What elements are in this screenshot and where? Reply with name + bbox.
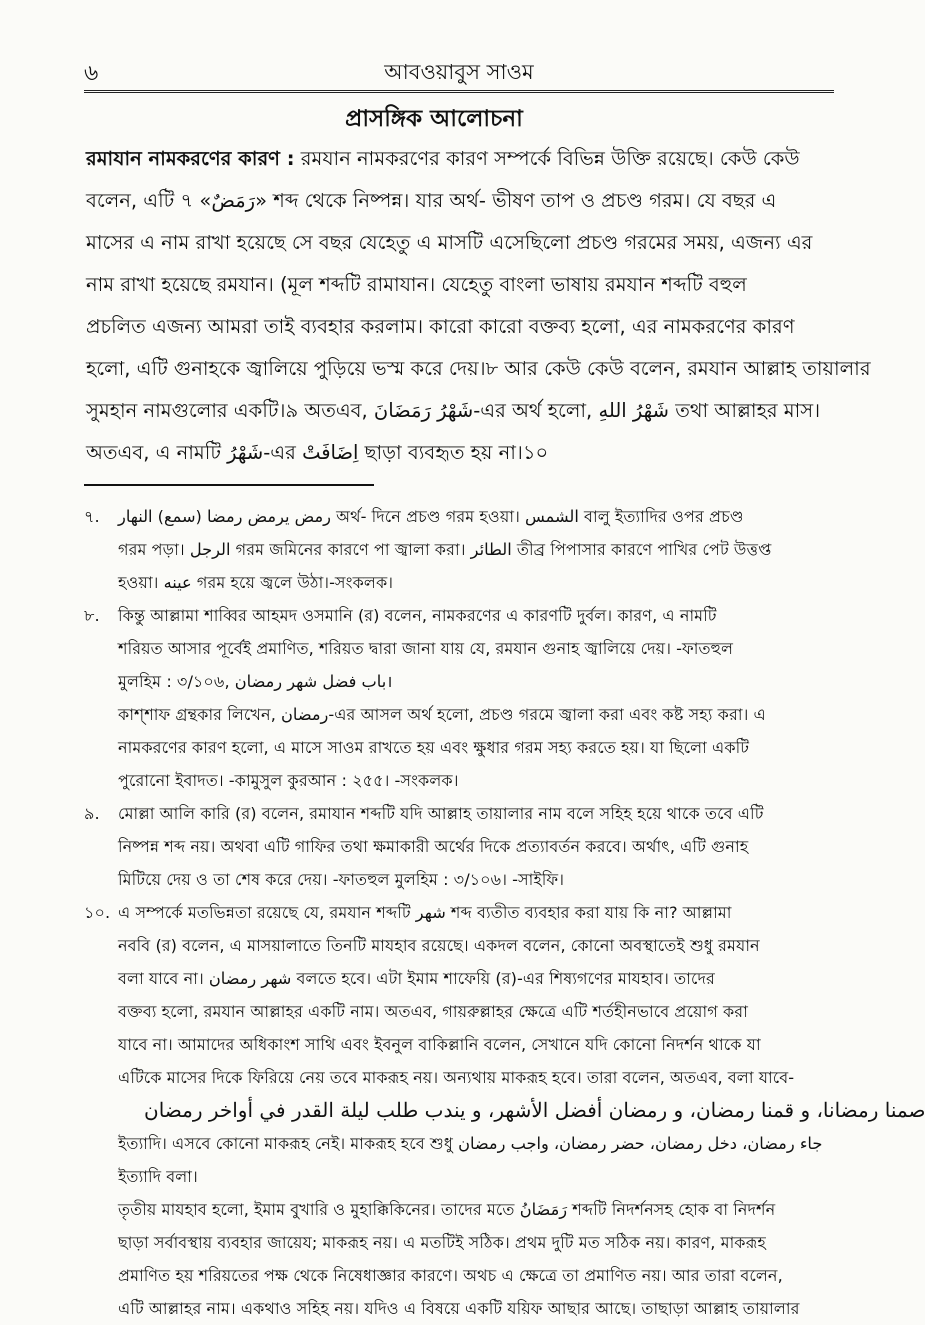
footnote-text: নিষ্পন্ন শব্দ নয়। অথবা এটি গাফির তথা ক্ষমাকারী অর্থের দিকে প্রত্যাবর্তন করবে। অর্থাৎ, এটি গুনাহ xyxy=(118,837,749,856)
footnote-text: নামকরণের কারণ হলো, এ মাসে সাওম রাখতে হয় এবং ক্ষুধার গরম সহ্য করতে হয়। যা ছিলো একটি xyxy=(118,738,750,757)
body-line: প্রচলিত এজন্য আমরা তাই ব্যবহার করলাম। কারো কারো বক্তব্য হলো, এর নামকরণের কারণ xyxy=(86,315,795,338)
footnote-line xyxy=(84,533,836,566)
footnote-line xyxy=(84,1193,836,1226)
running-header xyxy=(84,56,834,86)
footnote-text: এটিকে মাসের দিকে ফিরিয়ে নেয় তবে মাকরূহ নয়। অন্যথায় মাকরূহ হবে। তারা বলেন, অতএব, বলা যাবে- xyxy=(118,1068,795,1087)
footnote-arabic-text: صمنا رمضانا، و قمنا رمضان، و رمضان أفضل الأشهر، و يندب طلب ليلة القدر في أواخر رمضان xyxy=(144,1098,925,1122)
footnote-line xyxy=(84,500,836,533)
footnote-line xyxy=(84,698,836,731)
footnote-text: মোল্লা আলি কারি (র) বলেন, রমাযান শব্দটি যদি আল্লাহ তায়ালার নাম বলে সহিহ হয়ে থাকে তবে এটি xyxy=(118,804,764,823)
footnote-text: বক্তব্য হলো, রমযান আল্লাহর একটি নাম। অতএব, গায়রুল্লাহর ক্ষেত্রে এটি শর্তহীনভাবে প্রয়োগ করা xyxy=(118,1002,748,1021)
footnote-text: কিন্তু আল্লামা শাব্বির আহমদ ওসমানি (র) বলেন, নামকরণের এ কারণটি দুর্বল। কারণ, এ নামটি xyxy=(118,606,717,625)
section-title: প্রাসঙ্গিক আলোচনা xyxy=(345,106,523,132)
lead-term: রমাযান নামকরণের কারণ : xyxy=(86,147,295,170)
footnote-line xyxy=(84,1028,836,1061)
footnote-number: ১০. xyxy=(84,903,111,922)
footnote-line xyxy=(84,1292,836,1325)
body-line: সুমহান নামগুলোর একটি।৯ অতএব, شَهْرُ رَمَضَانَ-এর অর্থ হলো, شَهْرُ اللهِ তথা আল্লাহর মাস। xyxy=(86,399,821,422)
footnote-line xyxy=(84,599,836,632)
footnote-line xyxy=(84,830,836,863)
footnote-text: বলা যাবে না। شهر رمضان বলতে হবে। এটা ইমাম শাফেয়ি (র)-এর শিষ্যগণের মাযহাব। তাদের xyxy=(118,969,715,988)
footnote-text: তৃতীয় মাযহাব হলো, ইমাম বুখারি ও মুহাক্কিকিনের। তাদের মতে رَمَضَانُ শব্দটি নিদর্শনসহ হোক বা নিদর্শন xyxy=(118,1200,776,1219)
footnote-text: মিটিয়ে দেয় ও তা শেষ করে দেয়। -ফাতহুল মুলহিম : ৩/১০৬। -সাইফি। xyxy=(118,870,565,889)
footnote-text: এটি আল্লাহর নাম। একথাও সহিহ নয়। যদিও এ বিষয়ে একটি যয়িফ আছার আছে। তাছাড়া আল্লাহ তায়ালার xyxy=(118,1299,800,1318)
footnote-line xyxy=(84,1094,925,1127)
footnote-separator xyxy=(84,484,374,486)
footnote-text: পুরোনো ইবাদত। -কামুসুল কুরআন : ২৫৫। -সংকলক। xyxy=(118,771,459,790)
footnote-text: ইত্যাদি বলা। xyxy=(118,1167,198,1186)
body-line: মাসের এ নাম রাখা হয়েছে সে বছর যেহেতু এ মাসটি এসেছিলো প্রচণ্ড গরমের সময়, এজন্য এর xyxy=(86,231,813,254)
footnote-text: ইত্যাদি। এসবে কোনো মাকরূহ নেই। মাকরূহ হবে শুধু جاء رمضان، دخل رمضان، حضر رمضان، واجب رمضان xyxy=(118,1134,823,1153)
footnote-line xyxy=(84,1127,836,1160)
footnote-line xyxy=(84,566,836,599)
footnote-line xyxy=(84,731,836,764)
body-line: বলেন, এটি ৭ «رَمَضٌ» শব্দ থেকে নিষ্পন্ন। যার অর্থ- ভীষণ তাপ ও প্রচণ্ড গরম। যে বছর এ xyxy=(86,189,777,212)
footnote-text: মুলহিম : ৩/১০৬, باب فضل شهر رمضان। xyxy=(118,672,393,691)
footnote-line xyxy=(84,995,836,1028)
footnote-line xyxy=(84,665,836,698)
footnote-text: এ সম্পর্কে মতভিন্নতা রয়েছে যে, রমযান শব্দটি شهر শব্দ ব্যতীত ব্যবহার করা যায় কি না? আল্লামা xyxy=(118,903,732,922)
footnote-text: গরম পড়া। الرجل গরম জমিনের কারণে পা জ্বালা করা। الطائر তীব্র পিপাসার কারণে পাখির পেট উত্তপ্ত xyxy=(118,540,772,559)
footnote-text: যাবে না। আমাদের অধিকাংশ সাথি এবং ইবনুল বাকিল্লানি বলেন, সেখানে যদি কোনো নিদর্শন থাকে যা xyxy=(118,1035,761,1054)
page-number: ৬ xyxy=(84,61,99,86)
footnote-line xyxy=(84,1226,836,1259)
footnote-line xyxy=(84,632,836,665)
footnote-line xyxy=(84,1259,836,1292)
footnote-text: নববি (র) বলেন, এ মাসয়ালাতে তিনটি মাযহাব রয়েছে। একদল বলেন, কোনো অবস্থাতেই শুধু রমযান xyxy=(118,936,760,955)
footnote-line xyxy=(84,764,836,797)
footnote-number: ৮. xyxy=(84,606,100,625)
footnote-line xyxy=(84,797,836,830)
footnote-number: ৭. xyxy=(84,507,100,526)
footnote-text: প্রমাণিত হয় শরিয়তের পক্ষ থেকে নিষেধাজ্ঞার কারণে। অথচ এ ক্ষেত্রে তা প্রমাণিত নয়। আর তারা বলেন, xyxy=(118,1266,783,1285)
footnote-text: শরিয়ত আসার পূর্বেই প্রমাণিত, শরিয়ত দ্বারা জানা যায় যে, রমযান গুনাহ জ্বালিয়ে দেয়। -ফাতহুল xyxy=(118,639,734,658)
main-text xyxy=(86,138,871,474)
footnote-text: কাশ্শাফ গ্রন্থকার লিখেন, رمضان-এর আসল অর্থ হলো, প্রচণ্ড গরমে জ্বালা করা এবং কষ্ট সহ্য করা। এ xyxy=(118,705,766,724)
footnote-line xyxy=(84,1061,836,1094)
footnote-text: ছাড়া সর্বাবস্থায় ব্যবহার জায়েয; মাকরূহ নয়। এ মতটিই সঠিক। প্রথম দুটি মত সঠিক নয়। কারণ, মাকরূহ xyxy=(118,1233,766,1252)
header-rule xyxy=(84,90,834,93)
footnote-number: ৯. xyxy=(84,804,100,823)
running-title: আবওয়াবুস সাওম xyxy=(384,60,534,84)
body-line: অতএব, এ নামটি شَهْرُ-এর اِضَافَتْ ছাড়া ব্যবহৃত হয় না।১০ xyxy=(86,441,549,464)
footnote-line xyxy=(84,896,836,929)
footnote-line xyxy=(84,962,836,995)
footnote-line xyxy=(84,1160,836,1193)
body-line-text: রমযান নামকরণের কারণ সম্পর্কে বিভিন্ন উক্তি রয়েছে। কেউ কেউ xyxy=(294,147,800,170)
body-line: হলো, এটি গুনাহকে জ্বালিয়ে পুড়িয়ে ভস্ম করে দেয়।৮ আর কেউ কেউ বলেন, রমযান আল্লাহ তায়ালার xyxy=(86,357,871,380)
footnote-line xyxy=(84,929,836,962)
footnote-text: হওয়া। عينه গরম হয়ে জ্বলে উঠা।-সংকলক। xyxy=(118,573,394,592)
footnote-line xyxy=(84,863,836,896)
body-line xyxy=(86,138,838,180)
body-line: নাম রাখা হয়েছে রমযান। (মূল শব্দটি রামাযান। যেহেতু বাংলা ভাষায় রমযান শব্দটি বহুল xyxy=(86,273,747,296)
footnote-text: رمض يرمض رمضا (سمع) النهار অর্থ- দিনে প্রচণ্ড গরম হওয়া। الشمس বালু ইত্যাদির ওপর প্রচণ্ড xyxy=(118,507,744,526)
footnotes xyxy=(84,500,925,1325)
